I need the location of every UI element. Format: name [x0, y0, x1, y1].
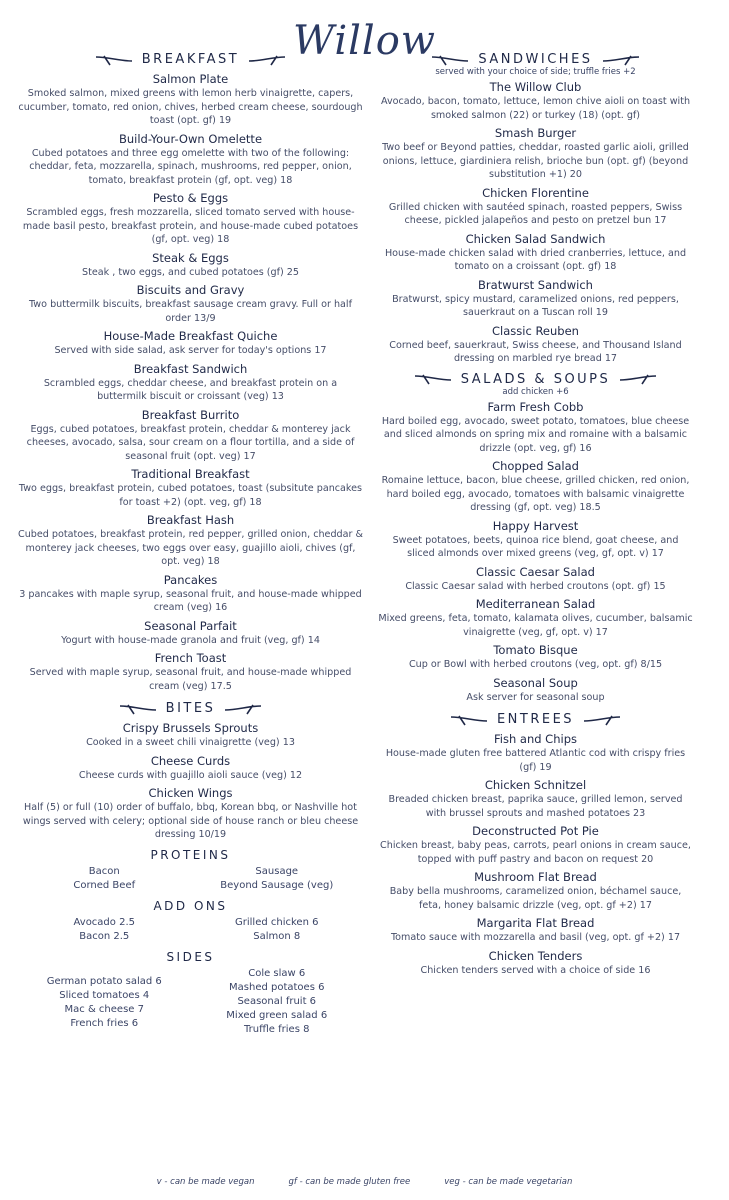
menu-item	[18, 720, 363, 750]
menu-item-name: Chicken Tenders	[488, 948, 583, 963]
proteins-left	[18, 865, 191, 893]
list-item: Beyond Sausage (veg)	[220, 879, 334, 891]
menu-item-name: Steak & Eggs	[152, 250, 229, 265]
menu-item-name: Pesto & Eggs	[152, 191, 229, 205]
list-item: Mac & cheese 7	[64, 1003, 144, 1015]
menu-item	[18, 785, 363, 842]
entrees-title: ENTREES	[496, 712, 575, 727]
menu-item	[18, 512, 363, 569]
menu-item-description: Avocado, bacon, tomato, lettuce, lemon chive aioli on toast with smoked salmon (22) or turkey (18) (opt. gf)	[380, 96, 691, 121]
menu-item	[378, 125, 693, 182]
menu-item	[18, 361, 363, 404]
right-swoosh-icon	[582, 713, 622, 727]
menu-item	[378, 675, 693, 705]
menu-item	[378, 277, 693, 320]
salads-title: SALADS & SOUPS	[460, 371, 611, 387]
bites-header	[18, 701, 363, 716]
menu-item-name: Deconstructed Pot Pie	[472, 824, 599, 838]
menu-item-name: Tomato Bisque	[493, 643, 578, 657]
menu-item	[18, 71, 363, 128]
menu-item	[18, 572, 363, 615]
list-item: Bacon	[88, 865, 120, 877]
menu-item-description: Two beef or Beyond patties, cheddar, roasted garlic aioli, grilled onions, lettuce, giardiniera relish, brioche bun (opt. gf) (beyond substitution +1) 20	[382, 142, 689, 180]
menu-item-description: 3 pancakes with maple syrup, seasonal fruit, and house-made whipped cream (veg) 16	[19, 588, 362, 613]
entrees-header	[378, 712, 693, 727]
menu-item	[18, 190, 363, 247]
menu-item	[18, 131, 363, 188]
breakfast-title: BREAKFAST	[141, 52, 240, 67]
menu-item-description: Scrambled eggs, fresh mozzarella, sliced tomato served with house-made basil pesto, breakfast protein, and house-made cubed potatoes (gf, opt. veg) 18	[22, 207, 359, 245]
menu-item-description: Smoked salmon, mixed greens with lemon herb vinaigrette, capers, cucumber, tomato, red onion, chives, herbed cream cheese, sourdough toast (opt. gf) 19	[18, 88, 363, 126]
menu-item-name: Classic Caesar Salad	[476, 564, 595, 579]
menu-item-name: Smash Burger	[494, 126, 577, 140]
left-swoosh-icon	[118, 702, 158, 716]
menu-item-description: Steak , two eggs, and cubed potatoes (gf) 25	[81, 266, 300, 278]
menu-item-name: Build-Your-Own Omelette	[118, 131, 263, 146]
addons-right	[191, 916, 364, 944]
legend-vegan: v - can be made vegan	[156, 1177, 255, 1187]
menu-item-name: Breakfast Burrito	[141, 407, 240, 422]
menu-item	[18, 650, 363, 693]
addons-grid	[18, 916, 363, 944]
menu-item	[378, 642, 693, 672]
menu-item	[378, 185, 693, 228]
menu-item-name: Breakfast Sandwich	[133, 361, 248, 376]
menu-item	[18, 282, 363, 325]
legend-vegetarian: veg - can be made vegetarian	[444, 1177, 573, 1187]
menu-item-description: Romaine lettuce, bacon, blue cheese, grilled chicken, red onion, hard boiled egg, avocado, tomatoes with balsamic vinaigrette dressing (gf, opt. veg) 18.5	[381, 475, 690, 513]
left-swoosh-icon	[94, 53, 134, 67]
menu-item-description: Yogurt with house-made granola and fruit (veg, gf) 14	[61, 634, 320, 646]
menu-item-name: Mediterranean Salad	[475, 597, 596, 611]
menu-item-name: Crispy Brussels Sprouts	[122, 721, 259, 735]
menu-item-name: Chopped Salad	[492, 459, 579, 473]
menu-item-description: Corned beef, sauerkraut, Swiss cheese, and Thousand Island dressing on marbled rye bread 17	[389, 339, 682, 364]
menu-item-description: Cheese curds with guajillo aioli sauce (veg) 12	[78, 769, 303, 781]
left-column	[18, 50, 363, 1041]
menu-item-description: Breaded chicken breast, paprika sauce, grilled lemon, served with brussel sprouts and mashed potatoes 23	[388, 794, 683, 819]
sides-right	[191, 967, 364, 1037]
left-swoosh-icon	[430, 53, 470, 67]
list-item: Salmon 8	[253, 930, 301, 942]
menu-item	[378, 596, 693, 639]
list-item: Truffle fries 8	[244, 1023, 310, 1035]
menu-item-name: Chicken Florentine	[482, 185, 589, 200]
menu-item-description: Cup or Bowl with herbed croutons (veg, opt. gf) 8/15	[408, 659, 663, 670]
menu-item-name: French Toast	[154, 651, 227, 665]
list-item: Cole slaw 6	[248, 967, 306, 979]
menu-item	[378, 823, 693, 866]
menu-item-name: Classic Reuben	[492, 323, 579, 338]
menu-item-description: Chicken tenders served with a choice of side 16	[420, 964, 651, 976]
menu-item-description: Two buttermilk biscuits, breakfast sausage cream gravy. Full or half order 13/9	[29, 299, 352, 324]
menu-item	[378, 79, 693, 122]
menu-item-description: Served with maple syrup, seasonal fruit, and house-made whipped cream (veg) 17.5	[29, 667, 352, 692]
menu-item	[18, 250, 363, 280]
menu-item-description: Ask server for seasonal soup	[466, 691, 605, 703]
menu-item-name: Seasonal Parfait	[144, 618, 237, 633]
menu-item-name: Chicken Wings	[148, 786, 233, 800]
sides-left	[18, 967, 191, 1037]
menu-item-name: Cheese Curds	[150, 753, 231, 768]
menu-item-description: House-made chicken salad with dried cranberries, lettuce, and tomato on a croissant (opt. gf) 18	[384, 247, 687, 272]
menu-item-name: Chicken Schnitzel	[484, 778, 587, 792]
menu-item	[378, 458, 693, 515]
bites-title: BITES	[165, 701, 216, 716]
menu-item-name: Happy Harvest	[492, 518, 579, 533]
menu-item	[378, 323, 693, 366]
salads-items	[378, 399, 693, 705]
list-item: German potato salad 6	[46, 975, 162, 987]
menu-item	[18, 328, 363, 358]
salads-note: add chicken +6	[502, 386, 569, 397]
menu-item-name: Seasonal Soup	[493, 675, 578, 690]
menu-item	[378, 869, 693, 912]
menu-item-name: Fish and Chips	[493, 732, 577, 746]
proteins-right	[191, 865, 364, 893]
menu-item-name: Pancakes	[163, 572, 218, 587]
breakfast-items	[18, 71, 363, 693]
right-swoosh-icon	[247, 53, 287, 67]
menu-item-name: Traditional Breakfast	[131, 467, 250, 481]
menu-item	[378, 731, 693, 774]
menu-item-description: Chicken breast, baby peas, carrots, pearl onions in cream sauce, topped with puff pastry and bacon on request 20	[380, 840, 691, 865]
right-swoosh-icon	[223, 702, 263, 716]
menu-item	[378, 564, 693, 594]
menu-item	[18, 753, 363, 783]
menu-item-description: Cooked in a sweet chili vinaigrette (veg) 13	[86, 737, 295, 748]
menu-item-description: Bratwurst, spicy mustard, caramelized onions, red peppers, sauerkraut on a Tuscan roll 19	[392, 293, 679, 318]
menu-item	[378, 777, 693, 820]
menu-item	[378, 399, 693, 456]
proteins-grid	[18, 865, 363, 893]
menu-item	[378, 915, 693, 945]
menu-item-name: Margarita Flat Bread	[476, 916, 595, 930]
right-swoosh-icon	[618, 372, 658, 386]
list-item: Avocado 2.5	[73, 916, 135, 928]
menu-item	[18, 407, 363, 464]
addons-left	[18, 916, 191, 944]
menu-item-description: Tomato sauce with mozzarella and basil (veg, opt. gf +2) 17	[390, 932, 681, 943]
list-item: French fries 6	[70, 1017, 139, 1029]
breakfast-header	[18, 52, 363, 67]
menu-item	[18, 618, 363, 648]
list-item: Bacon 2.5	[79, 930, 130, 942]
right-column	[378, 50, 693, 980]
menu-item	[18, 466, 363, 509]
menu-item	[378, 231, 693, 274]
list-item: Mixed green salad 6	[226, 1009, 328, 1021]
menu-item-description: Baby bella mushrooms, caramelized onion, béchamel sauce, feta, honey balsamic drizzle (veg, opt. gf +2) 17	[389, 886, 682, 911]
menu-item-name: House-Made Breakfast Quiche	[103, 329, 278, 343]
left-swoosh-icon	[413, 372, 453, 386]
menu-item-description: Grilled chicken with sautéed spinach, roasted peppers, Swiss cheese, pickled jalapeños and pesto on pretzel bun 17	[388, 201, 683, 226]
menu-item-name: Salmon Plate	[152, 72, 229, 86]
menu-item-name: Mushroom Flat Bread	[474, 870, 597, 884]
menu-item-name: Biscuits and Gravy	[136, 283, 245, 297]
menu-item-description: Cubed potatoes, breakfast protein, red pepper, grilled onion, cheddar & monterey jack cheeses, two eggs over easy, guajillo aioli, chives (gf, opt. veg) 18	[18, 529, 363, 567]
list-item: Sliced tomatoes 4	[59, 989, 150, 1001]
proteins-title: PROTEINS	[150, 847, 231, 862]
sandwiches-header	[378, 52, 693, 67]
menu-item	[378, 518, 693, 561]
salads-header	[378, 372, 693, 387]
dietary-legend	[0, 1177, 729, 1187]
restaurant-logo: Willow	[292, 18, 437, 64]
menu-item-description: House-made gluten free battered Atlantic cod with crispy fries (gf) 19	[385, 748, 686, 773]
menu-item-description: Eggs, cubed potatoes, breakfast protein, cheddar & monterey jack cheeses, avocado, salsa, sour cream on a flour tortilla, and a side of seasonal fruit (opt. veg) 17	[26, 423, 355, 462]
menu-item-description: Served with side salad, ask server for today's options 17	[54, 345, 327, 356]
right-swoosh-icon	[601, 53, 641, 67]
sandwiches-note: served with your choice of side; truffle fries +2	[435, 67, 636, 77]
menu-item-name: Chicken Salad Sandwich	[465, 231, 606, 246]
menu-item-description: Mixed greens, feta, tomato, kalamata olives, cucumber, balsamic vinaigrette (veg, gf, opt. v) 17	[378, 613, 693, 638]
list-item: Mashed potatoes 6	[229, 981, 325, 993]
list-item: Grilled chicken 6	[235, 916, 319, 928]
entrees-items	[378, 731, 693, 977]
menu-item-description: Two eggs, breakfast protein, cubed potatoes, toast (subsitute pancakes for toast +2) (opt. veg, gf) 18	[18, 483, 363, 508]
list-item: Sausage	[255, 865, 299, 877]
menu-item-description: Classic Caesar salad with herbed croutons (opt. gf) 15	[405, 580, 666, 592]
addons-title: ADD ONS	[153, 898, 228, 913]
sides-title: SIDES	[166, 949, 215, 964]
menu-item-description: Scrambled eggs, cheddar cheese, and breakfast protein on a buttermilk biscuit or croissant (veg) 13	[43, 377, 338, 402]
sides-grid	[18, 967, 363, 1037]
sandwiches-title: SANDWICHES	[478, 52, 593, 67]
menu-item-description: Half (5) or full (10) order of buffalo, bbq, Korean bbq, or Nashville hot wings served with celery; optional side of house ranch or bleu cheese dressing 10/19	[22, 802, 359, 840]
bites-items	[18, 720, 363, 842]
menu-item-name: Bratwurst Sandwich	[478, 277, 593, 292]
left-swoosh-icon	[449, 713, 489, 727]
menu-item	[378, 948, 693, 978]
legend-gluten-free: gf - can be made gluten free	[288, 1177, 411, 1187]
menu-item-name: Breakfast Hash	[146, 513, 235, 527]
menu-item-description: Sweet potatoes, beets, quinoa rice blend, goat cheese, and sliced almonds over mixed greens (veg, gf, opt. v) 17	[392, 534, 679, 559]
menu-item-name: Farm Fresh Cobb	[487, 399, 584, 414]
list-item: Corned Beef	[73, 879, 136, 891]
sandwiches-items	[378, 79, 693, 366]
list-item: Seasonal fruit 6	[237, 995, 317, 1007]
menu-item-name: The Willow Club	[489, 80, 582, 94]
menu-item-description: Cubed potatoes and three egg omelette with two of the following: cheddar, feta, mozzarella, spinach, mushrooms, red pepper, onion, tomato, breakfast protein (gf, opt. veg) 18	[29, 147, 352, 186]
menu-item-description: Hard boiled egg, avocado, sweet potato, tomatoes, blue cheese and sliced almonds on spring mix and romaine with a balsamic drizzle (opt. veg, gf) 16	[381, 415, 690, 454]
